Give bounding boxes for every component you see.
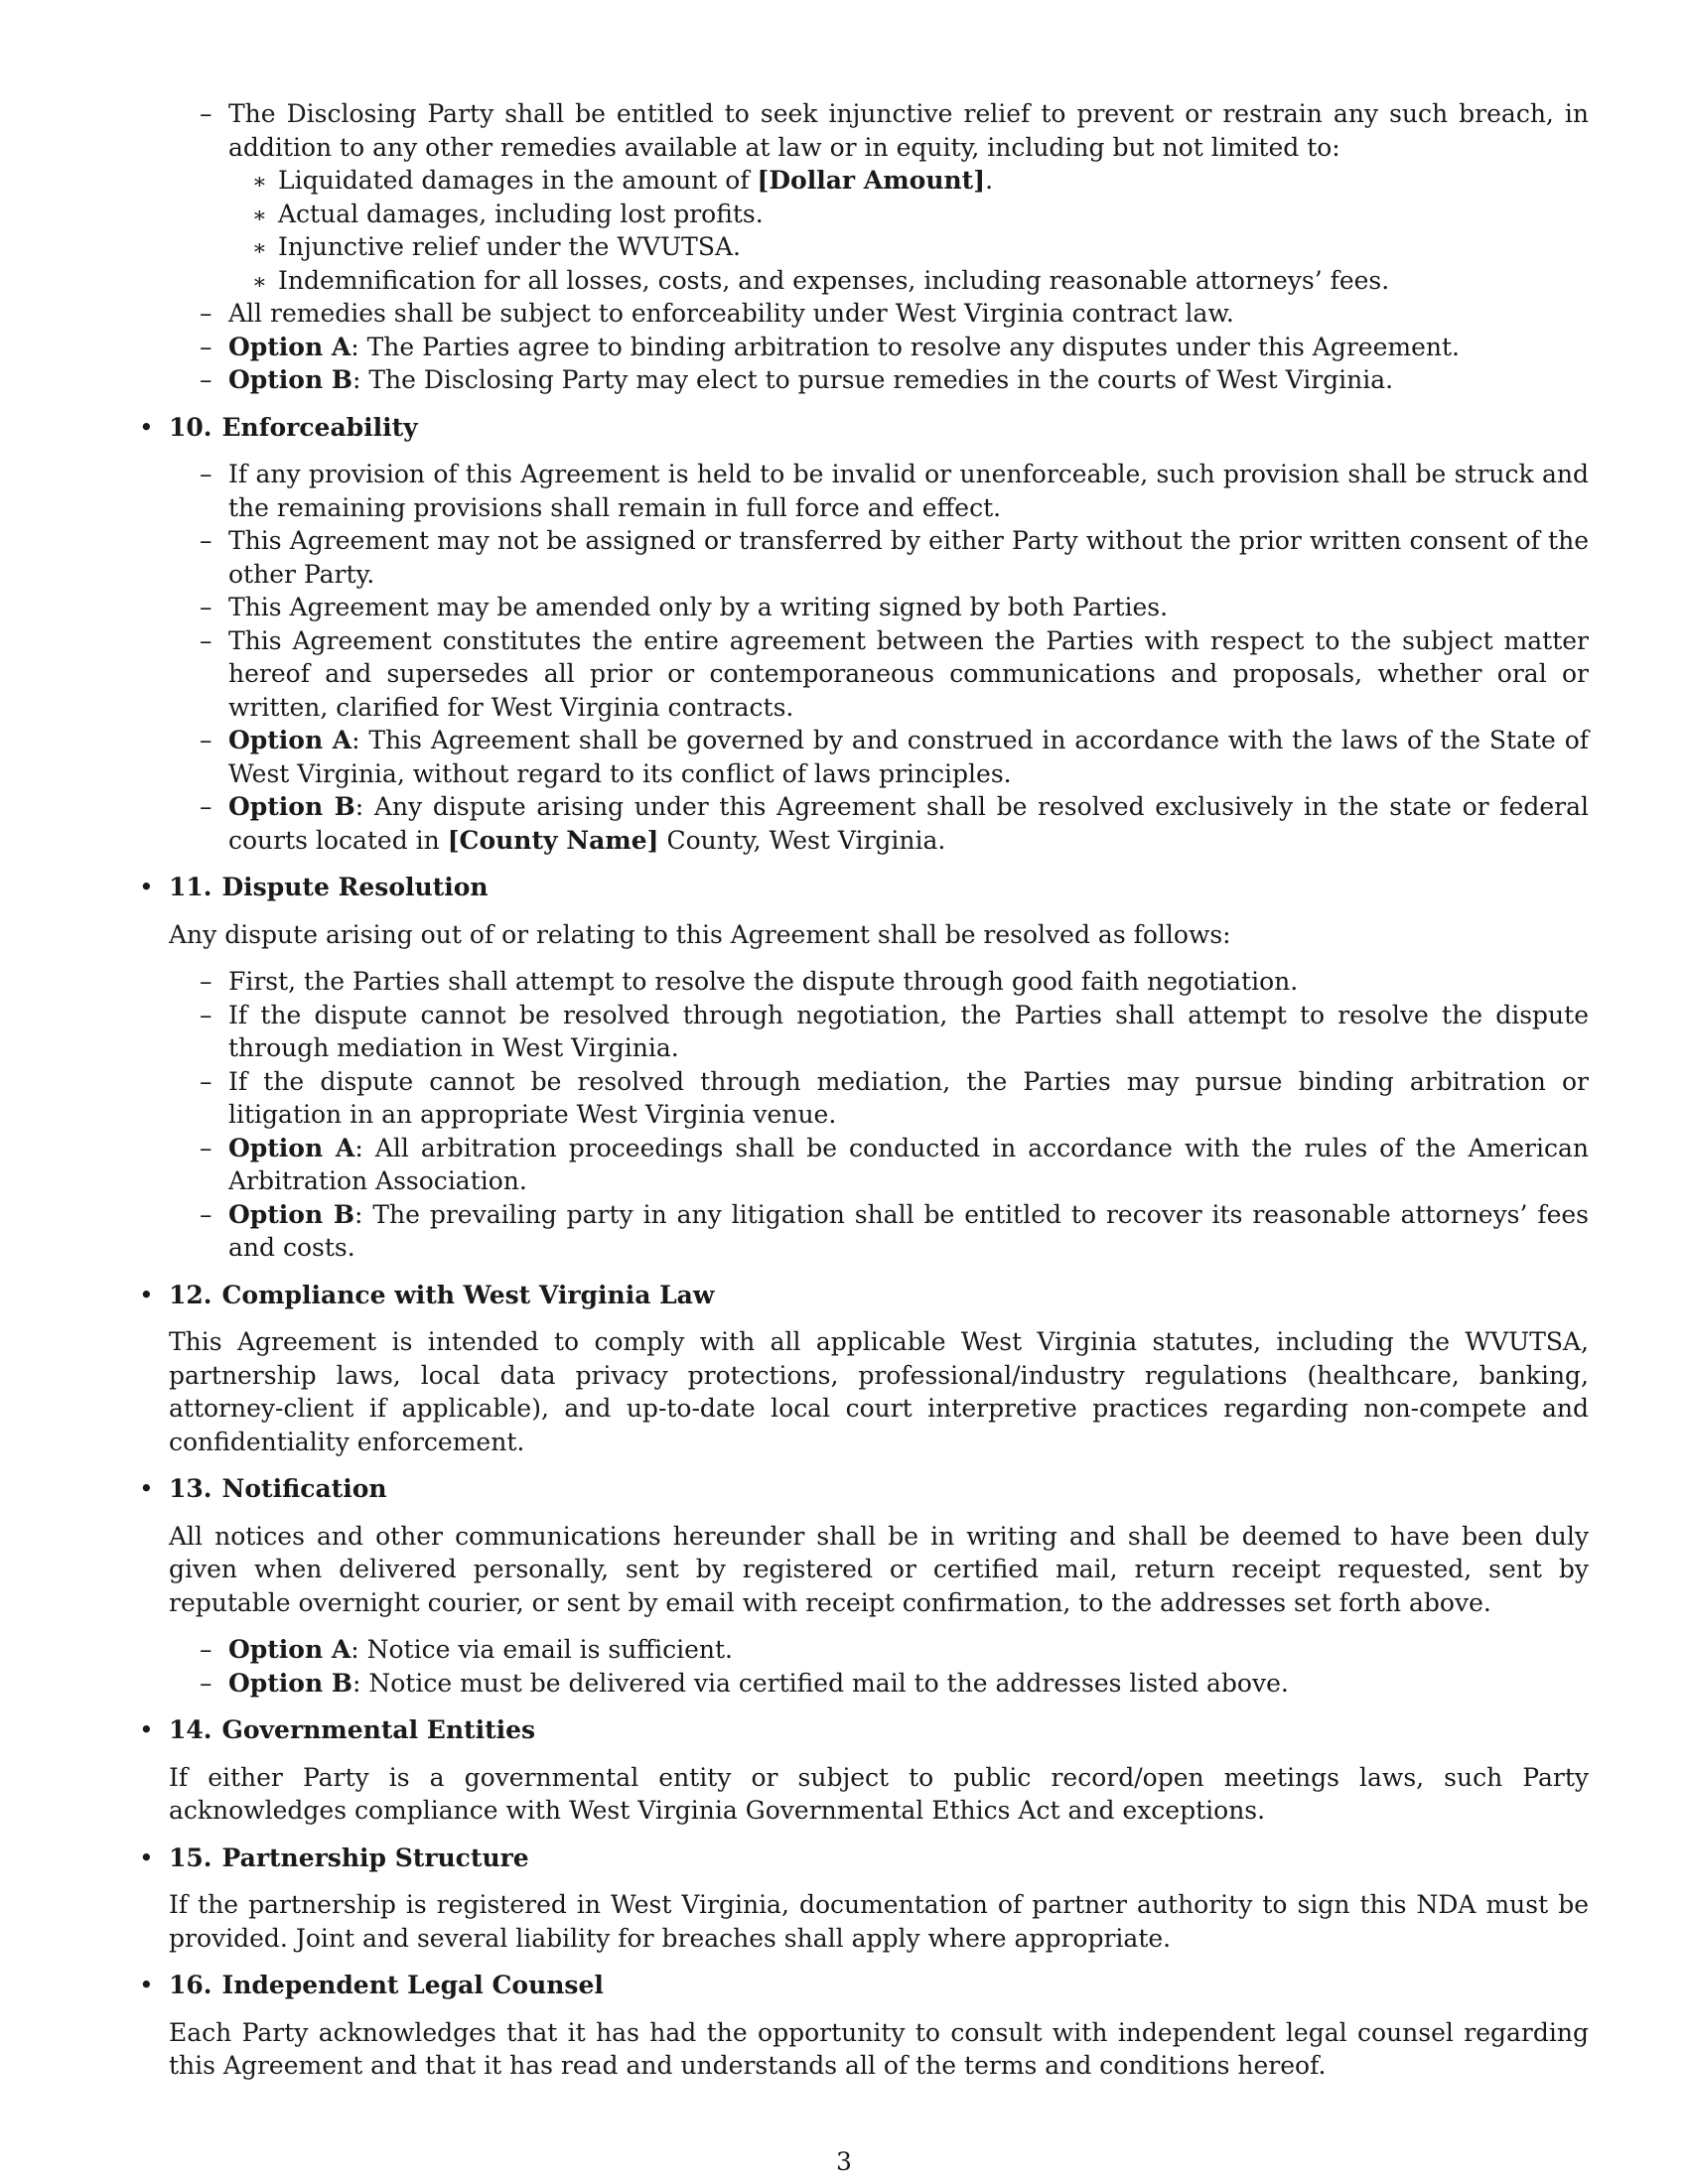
list-item: – This Agreement may not be assigned or transferred by either Party without the prior written consent of the other Party. [139,524,1589,591]
section-heading-14: • 14. Governmental Entities [139,1713,1589,1747]
list-item: – All remedies shall be subject to enforceability under West Virginia contract law. [139,297,1589,331]
section-heading-13: • 13. Notification [139,1472,1589,1506]
section-paragraph: All notices and other communications hereunder shall be in writing and shall be deemed to have been duly given when delivered personally, sent by registered or certified mail, return receipt requested, sent by reputable overnight courier, or sent by email with receipt confirmation, to the addresses set forth above. [169,1521,1589,1617]
sub-list-item: ∗ Indemnification for all losses, costs, and expenses, including reasonable attorneys’ fees. [139,264,1589,298]
list-item: – If the dispute cannot be resolved through mediation, the Parties may pursue binding arbitration or litigation in an appropriate West Virginia venue. [139,1065,1589,1132]
section-paragraph: Each Party acknowledges that it has had the opportunity to consult with independent legal counsel regarding this Agreement and that it has read and understands all of the terms and conditions hereof. [169,2017,1589,2080]
document-page [139,97,1589,2097]
list-item: – If any provision of this Agreement is held to be invalid or unenforceable, such provision shall be struck and the remaining provisions shall remain in full force and effect. [139,458,1589,524]
list-item: – The Disclosing Party shall be entitled to seek injunctive relief to prevent or restrain any such breach, in addition to any other remedies available at law or in equity, including but not limited to: [139,97,1589,164]
option-a-item: – Option A: Notice via email is sufficient. [139,1633,1589,1667]
option-b-item: – Option B: Notice must be delivered via certified mail to the addresses listed above. [139,1667,1589,1701]
list-item: – This Agreement may be amended only by a writing signed by both Parties. [139,591,1589,624]
list-item: – This Agreement constitutes the entire agreement between the Parties with respect to the subject matter hereof and supersedes all prior or contemporaneous communications and proposals, whether oral or written, clarified for West Virginia contracts. [139,624,1589,725]
sub-list-item: ∗ Injunctive relief under the WVUTSA. [139,230,1589,264]
section-paragraph: This Agreement is intended to comply with all applicable West Virginia statutes, including the WVUTSA, partnership laws, local data privacy protections, professional/industry regulations (healthcare, banking, attorney-client if applicable), and up-to-date local court interpretive practices regarding non-compete and confidentiality enforcement. [169,1327,1589,1456]
option-a-item: – Option A: The Parties agree to binding arbitration to resolve any disputes under this Agreement. [139,331,1589,364]
option-a-item: – Option A: All arbitration proceedings shall be conducted in accordance with the rules of the American Arbitration Association. [139,1132,1589,1198]
option-b-item: – Option B: The prevailing party in any litigation shall be entitled to recover its reasonable attorneys’ fees and costs. [139,1198,1589,1265]
section-heading-10: • 10. Enforceability [139,411,1589,445]
dollar-amount-placeholder: [Dollar Amount] [757,166,986,195]
section-paragraph: Any dispute arising out of or relating to this Agreement shall be resolved as follows: [169,919,1231,949]
section-heading-16: • 16. Independent Legal Counsel [139,1969,1589,2002]
option-a-item: – Option A: This Agreement shall be governed by and construed in accordance with the laws of the State of West Virginia, without regard to its conflict of laws principles. [139,724,1589,790]
county-name-placeholder: [County Name] [447,825,659,855]
option-b-item: – Option B: The Disclosing Party may elect to pursue remedies in the courts of West Virginia. [139,363,1589,397]
section-paragraph: If the partnership is registered in West Virginia, documentation of partner authority to sign this NDA must be provided. Joint and several liability for breaches shall apply where appropriate. [169,1890,1589,1953]
section-heading-11: • 11. Dispute Resolution [139,871,1589,904]
sub-list-item: ∗ Actual damages, including lost profits. [139,198,1589,231]
sub-list-item: ∗ Liquidated damages in the amount of [Dollar Amount]. [139,164,1589,198]
section-paragraph: If either Party is a governmental entity or subject to public record/open meetings laws, such Party acknowledges compliance with West Virginia Governmental Ethics Act and exceptions. [169,1762,1589,1825]
section-heading-12: • 12. Compliance with West Virginia Law [139,1279,1589,1312]
list-item: – If the dispute cannot be resolved through negotiation, the Parties shall attempt to resolve the dispute through mediation in West Virginia. [139,999,1589,1065]
list-item: – First, the Parties shall attempt to resolve the dispute through good faith negotiation. [139,965,1589,999]
option-b-item: – Option B: Any dispute arising under this Agreement shall be resolved exclusively in the state or federal courts located in [County Name] County, West Virginia. [139,790,1589,857]
section-heading-15: • 15. Partnership Structure [139,1842,1589,1875]
page-number: 3 [836,2147,852,2176]
